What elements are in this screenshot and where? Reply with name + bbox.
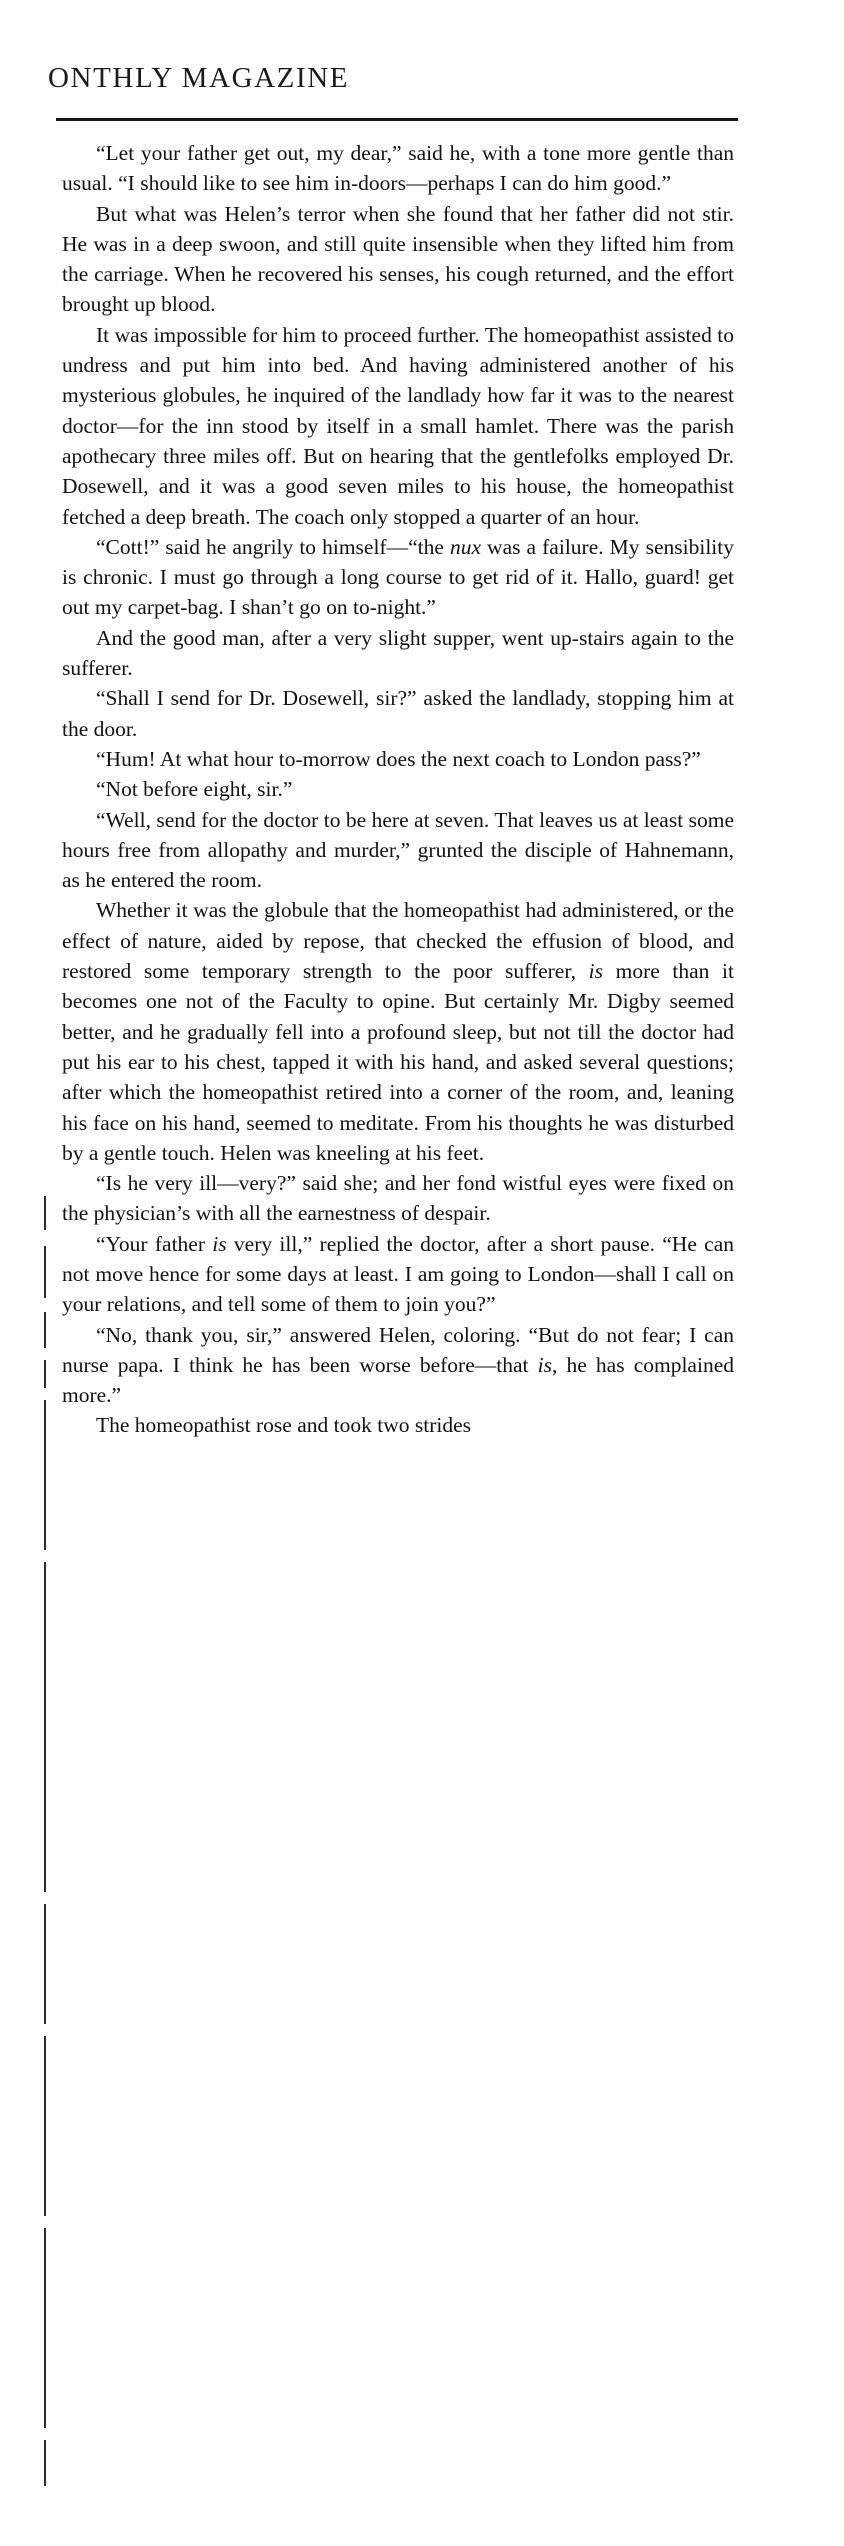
paragraph: And the good man, after a very slight supper, went up-stairs again to the sufferer. — [62, 625, 734, 681]
margin-rule-fragment — [44, 1562, 46, 1892]
paragraph: “Cott!” said he angrily to himself—“the nux was a failure. My sensibility is chronic. I must go through a long course to get rid of it. Hallo, guard! get out my carpet-bag. I shan’t go on to-night.” — [62, 534, 734, 620]
margin-rule-fragment — [44, 1312, 46, 1348]
margin-rule-fragment — [44, 1196, 46, 1230]
margin-rule-fragment — [44, 1400, 46, 1550]
paragraph: Whether it was the globule that the homeopathist had administered, or the effect of nature, aided by repose, that checked the effusion of blood, and restored some temporary strength to the poor sufferer, is more than it becomes one not of the Faculty to opine. But certainly Mr. Digby seemed better, and he gradually fell into a profound sleep, but not till the doctor had put his ear to his chest, tapped it with his hand, and asked several questions; after which the homeopathist retired into a corner of the room, and, leaning his face on his hand, seemed to meditate. From his thoughts he was disturbed by a gentle touch. Helen was kneeling at his feet. — [62, 898, 734, 1165]
margin-rule-fragment — [44, 2440, 46, 2486]
margin-rule-fragment — [44, 2036, 46, 2216]
paragraph: “Well, send for the doctor to be here at seven. That leaves us at least some hours free from allopathy and murder,” grunted the disciple of Hahnemann, as he entered the room. — [62, 807, 734, 893]
paragraph: “Your father is very ill,” replied the doctor, after a short pause. “He can not move hence for some days at least. I am going to London—shall I call on your relations, and tell some of them to join you?” — [62, 1231, 734, 1317]
margin-rule-fragment — [44, 1904, 46, 2024]
running-head: ONTHLY MAGAZINE — [48, 62, 350, 94]
paragraph: “Is he very ill—very?” said she; and her fond wistful eyes were fixed on the physician’s with all the earnestness of despair. — [62, 1171, 734, 1226]
paragraph: “No, thank you, sir,” answered Helen, coloring. “But do not fear; I can nurse papa. I think he has been worse before—that is, he has complained more.” — [62, 1322, 734, 1408]
paragraph: It was impossible for him to proceed further. The homeopathist assisted to undress and put him into bed. And having administered another of his mysterious globules, he inquired of the landlady how far it was to the nearest doctor—for the inn stood by itself in a small hamlet. There was the parish apothecary three miles off. But on hearing that the gentlefolks employed Dr. Dosewell, and it was a good seven miles to his house, the homeopathist fetched a deep breath. The coach only stopped a quarter of an hour. — [62, 322, 734, 529]
paragraph: “Hum! At what hour to-morrow does the next coach to London pass?” — [96, 746, 701, 771]
paragraph: “Shall I send for Dr. Dosewell, sir?” asked the landlady, stopping him at the door. — [62, 686, 734, 741]
body-text-column — [62, 138, 734, 1441]
margin-rule-fragment — [44, 1360, 46, 1388]
margin-rule-fragment — [44, 1246, 46, 1298]
paragraph: But what was Helen’s terror when she found that her father did not stir. He was in a deep swoon, and still quite insensible when they lifted him from the carriage. When he recovered his senses, his cough returned, and the effort brought up blood. — [62, 201, 734, 317]
paragraph: The homeopathist rose and took two strides — [96, 1413, 471, 1438]
margin-rule-fragment — [44, 2228, 46, 2428]
paragraph: “Let your father get out, my dear,” said he, with a tone more gentle than usual. “I should like to see him in-doors—perhaps I can do him good.” — [62, 141, 734, 196]
paragraph: “Not before eight, sir.” — [96, 777, 293, 802]
header-divider-rule — [56, 118, 738, 121]
